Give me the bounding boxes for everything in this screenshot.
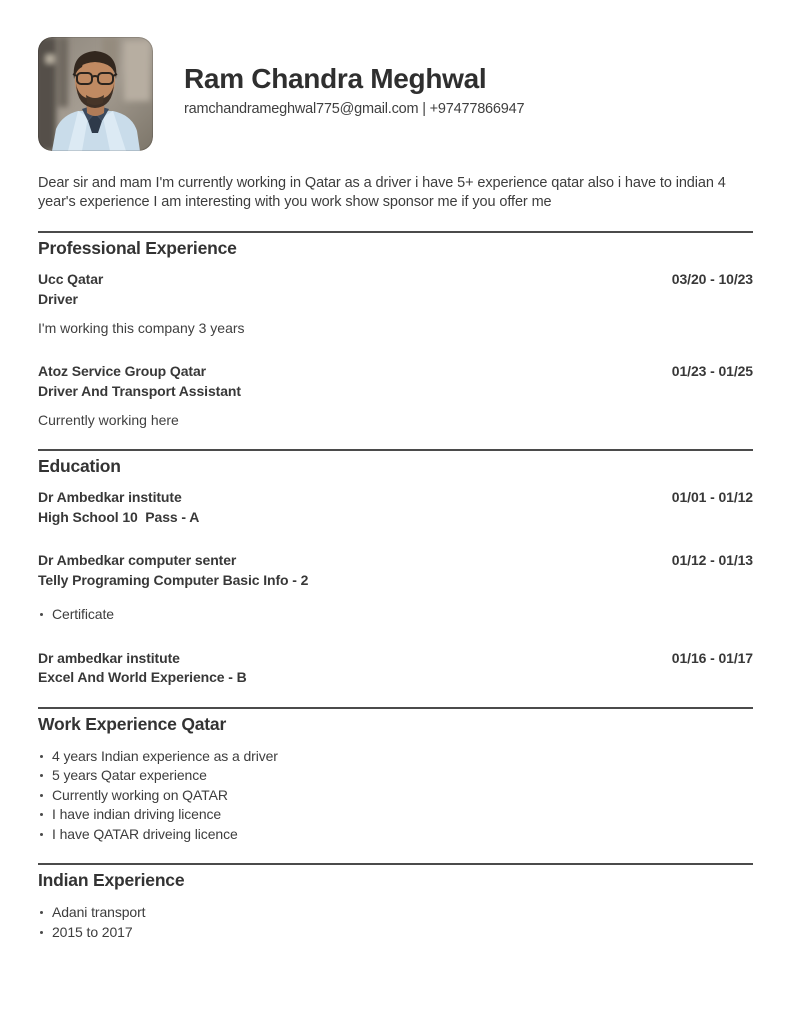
section-bullet-list — [38, 903, 753, 942]
education-entry — [38, 649, 753, 688]
contact-line: ramchandrameghwal775@gmail.com | +97477866947 — [184, 101, 525, 117]
bullet-item: I have QATAR driveing licence — [38, 825, 753, 845]
entry-dates: 01/12 - 01/13 — [671, 552, 753, 568]
bullet-item: Currently working on QATAR — [38, 786, 753, 806]
entry-dates: 01/23 - 01/25 — [671, 363, 753, 379]
experience-entry — [38, 270, 753, 338]
bullet-item: I have indian driving licence — [38, 805, 753, 825]
entry-role: Driver And Transport Assistant — [38, 382, 241, 399]
bullet-item: 2015 to 2017 — [38, 923, 753, 943]
entry-role: High School 10 Pass - A — [38, 508, 200, 525]
entry-org: Dr ambedkar institute — [38, 649, 180, 666]
entry-org: Ucc Qatar — [38, 271, 104, 287]
entry-bullet-list — [38, 605, 753, 625]
entry-description: Currently working here — [38, 412, 179, 428]
section-title: Professional Experience — [38, 238, 237, 258]
entry-dates: 01/16 - 01/17 — [671, 649, 753, 666]
section-title: Education — [38, 456, 121, 476]
section-indian-experience — [38, 863, 753, 942]
section-professional-experience — [38, 231, 753, 430]
section-divider — [38, 231, 753, 233]
bullet-item: 5 years Qatar experience — [38, 766, 753, 786]
entry-role: Telly Programing Computer Basic Info - 2 — [38, 571, 309, 588]
summary-paragraph: Dear sir and mam I'm currently working in Qatar as a driver i have 5+ experience qatar also i have to indian 4 year's experience I am interesting with you work show sponsor me if you offer me — [38, 175, 726, 210]
resume-page — [38, 0, 753, 942]
entry-role: Excel And World Experience - B — [38, 669, 247, 685]
section-divider — [38, 449, 753, 451]
entry-org: Atoz Service Group Qatar — [38, 363, 206, 379]
profile-photo-illustration — [38, 37, 153, 151]
experience-entry — [38, 362, 753, 430]
entry-role: Driver — [38, 290, 78, 307]
header — [38, 0, 753, 151]
section-divider — [38, 707, 753, 709]
person-name: Ram Chandra Meghwal — [184, 63, 487, 94]
profile-photo — [38, 37, 153, 151]
section-title: Indian Experience — [38, 870, 185, 890]
section-divider — [38, 863, 753, 865]
bullet-item: Certificate — [38, 605, 753, 625]
education-entry — [38, 488, 753, 527]
section-education — [38, 449, 753, 688]
entry-org: Dr Ambedkar computer senter — [38, 552, 237, 568]
entry-dates: 01/01 - 01/12 — [671, 489, 753, 505]
bullet-item: 4 years Indian experience as a driver — [38, 747, 753, 767]
section-bullet-list — [38, 747, 753, 845]
section-title: Work Experience Qatar — [38, 713, 227, 734]
entry-org: Dr Ambedkar institute — [38, 489, 182, 505]
header-text — [184, 37, 524, 117]
entry-description: I'm working this company 3 years — [38, 320, 245, 336]
bullet-item: Adani transport — [38, 903, 753, 923]
education-entry — [38, 551, 753, 625]
section-work-experience-qatar — [38, 707, 753, 845]
entry-dates: 03/20 - 10/23 — [671, 271, 753, 287]
